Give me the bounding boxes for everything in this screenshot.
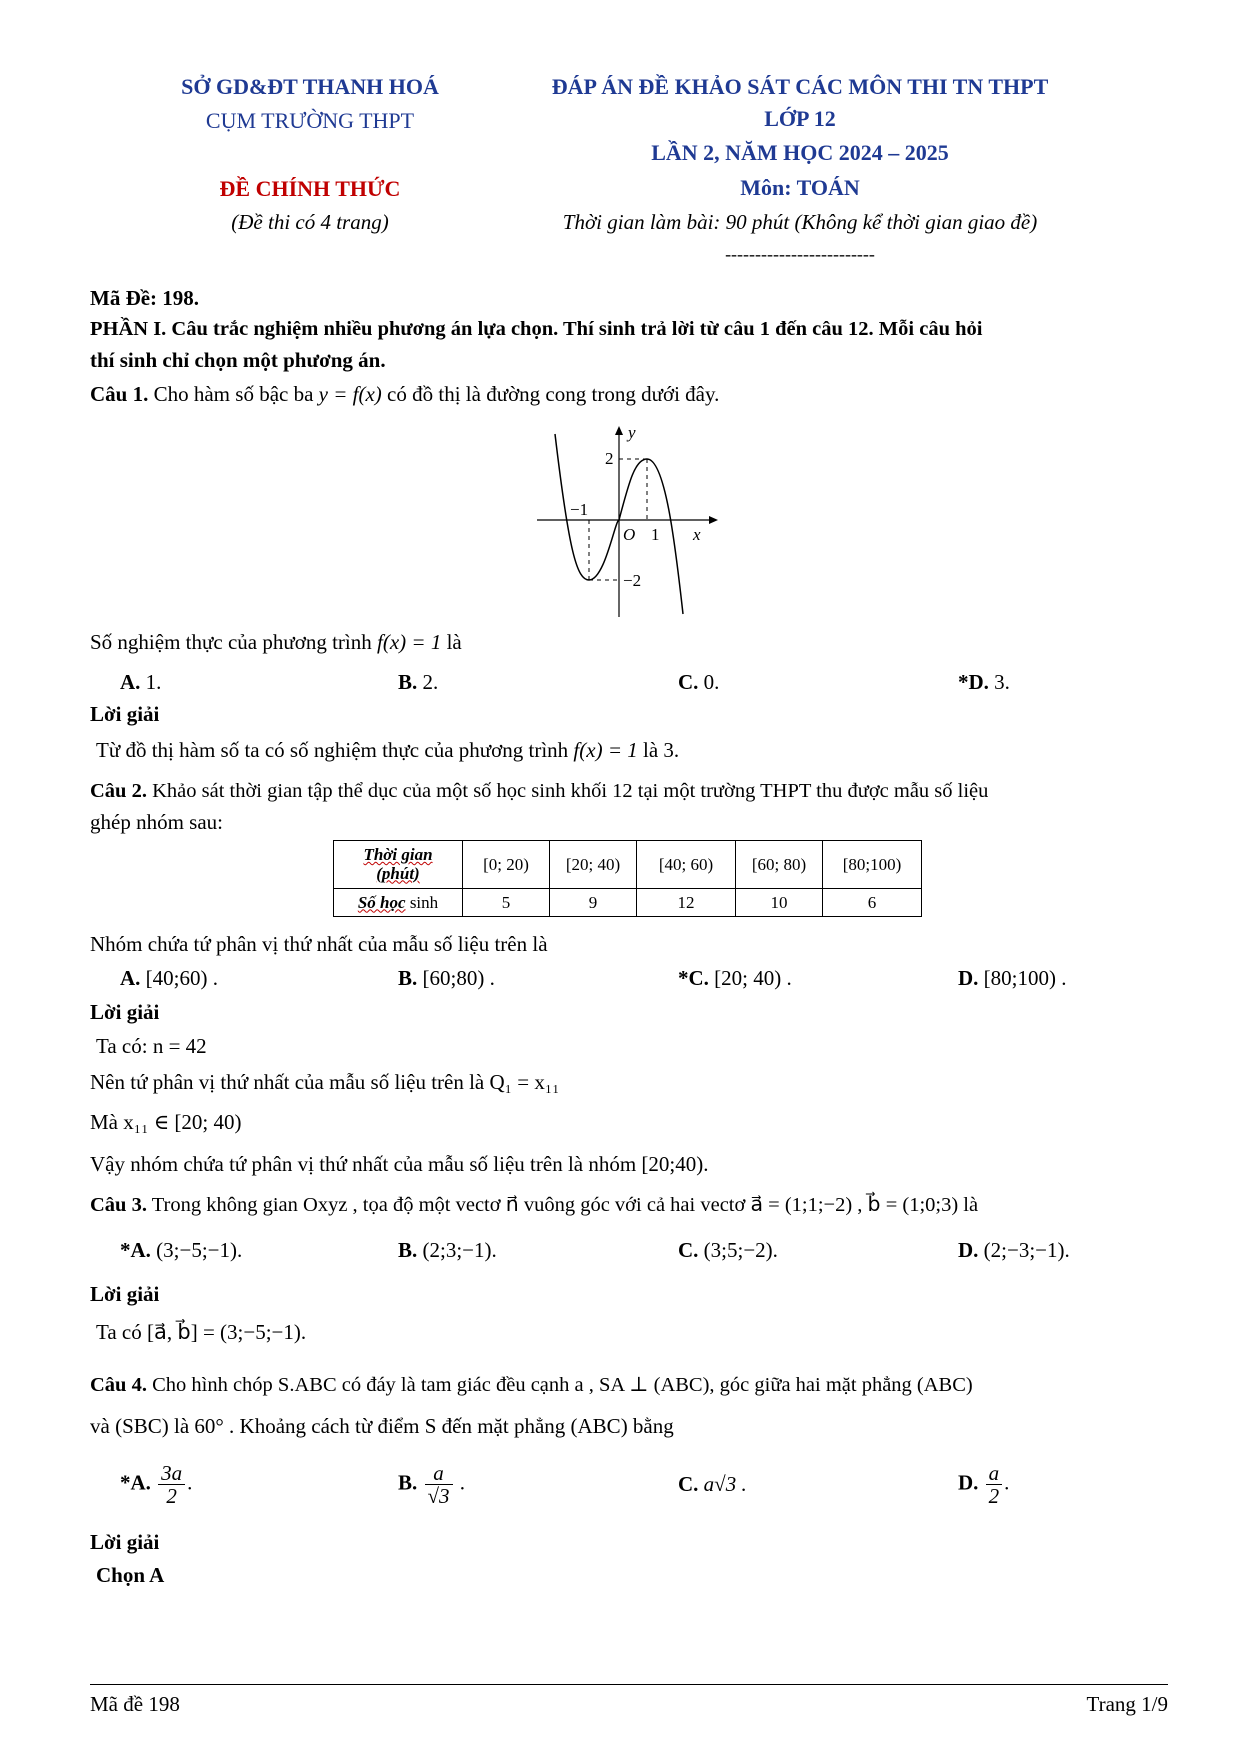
department-name: SỞ GD&ĐT THANH HOÁ xyxy=(181,74,439,99)
page-count-note: (Đề thi có 4 trang) xyxy=(231,210,389,234)
q2-option-d: D. [80;100) . xyxy=(958,966,1067,990)
q2-option-c: *C. [20; 40) . xyxy=(678,966,792,990)
tick-label-1: 1 xyxy=(651,525,660,544)
q4-option-c: C. a√3 . xyxy=(678,1472,747,1496)
table-header-cell: Số học sinh xyxy=(334,889,463,917)
question-4-stem-line1 xyxy=(90,1372,973,1397)
q3-option-c: C. (3;5;−2). xyxy=(678,1238,778,1262)
question-text: Cho hàm số bậc ba xyxy=(148,382,319,406)
question-4-stem-line2: và (SBC) là 60° . Khoảng cách từ điểm S đến mặt phẳng (ABC) bằng xyxy=(90,1414,674,1438)
exam-code: Mã Đề: 198. xyxy=(90,286,200,310)
q2-solution-line2: Nên tứ phân vị thứ nhất của mẫu số liệu trên là Q₁ = x₁₁ xyxy=(90,1070,560,1094)
question-1-prompt xyxy=(90,630,462,655)
table-cell: [0; 20) xyxy=(463,841,550,889)
table-cell: [40; 60) xyxy=(637,841,736,889)
q1-option-b: B. 2. xyxy=(398,670,439,694)
question-label: Câu 4. xyxy=(90,1374,147,1396)
q2-solution-line4: Vậy nhóm chứa tứ phân vị thứ nhất của mẫu số liệu trên là nhóm [20;40). xyxy=(90,1152,709,1176)
q3-option-b: B. (2;3;−1). xyxy=(398,1238,497,1262)
q2-option-a: A. [40;60) . xyxy=(120,966,218,990)
cubic-function-graph xyxy=(535,422,725,617)
origin-label: O xyxy=(623,525,636,544)
table-cell: [20; 40) xyxy=(550,841,637,889)
q3-solution-text: Ta có [a⃗, b⃗] = (3;−5;−1). xyxy=(96,1320,307,1344)
table-row xyxy=(334,889,922,917)
doc-title: ĐÁP ÁN ĐỀ KHẢO SÁT CÁC MÔN THI TN THPT xyxy=(551,74,1049,99)
question-text: có đồ thị là đường cong trong dưới đây. xyxy=(381,382,720,406)
q4-solution-text: Chọn A xyxy=(96,1563,165,1587)
q1-solution-heading: Lời giải xyxy=(90,702,160,726)
frequency-table-wrapper xyxy=(333,840,922,917)
math-expression: y = f(x) xyxy=(318,382,382,406)
question-1-stem xyxy=(90,382,719,407)
subject-label: Môn: TOÁN xyxy=(740,175,860,200)
official-label: ĐỀ CHÍNH THỨC xyxy=(219,176,401,201)
q4-option-d: D. $\frac{a}{2}$ . xyxy=(958,1461,1010,1509)
q1-option-a: A. 1. xyxy=(120,670,162,694)
q4-option-a: *A. $\frac{3a}{2}$ . xyxy=(120,1461,193,1509)
x-axis-arrow-icon xyxy=(709,516,718,524)
tick-label-2: 2 xyxy=(605,449,614,468)
q2-solution-line1: Ta có: n = 42 xyxy=(96,1034,207,1058)
table-row xyxy=(334,841,922,889)
grade-label: LỚP 12 xyxy=(764,106,836,131)
question-text: Số nghiệm thực của phương trình xyxy=(90,630,377,654)
table-cell: 12 xyxy=(637,889,736,917)
question-text: Cho hình chóp S.ABC có đáy là tam giác đều cạnh a , SA ⊥ (ABC), góc giữa hai mặt phẳng (ABC) xyxy=(146,1374,973,1396)
footer-divider xyxy=(90,1684,1168,1685)
q2-solution-line3: Mà x₁₁ ∈ [20; 40) xyxy=(90,1110,242,1134)
table-cell: [80;100) xyxy=(823,841,922,889)
q1-solution-text: Từ đồ thị hàm số ta có số nghiệm thực của phương trình f(x) = 1 là 3. xyxy=(96,738,680,762)
table-cell: 10 xyxy=(736,889,823,917)
school-cluster: CỤM TRƯỜNG THPT xyxy=(205,108,415,133)
q1-option-d: *D. 3. xyxy=(958,670,1010,694)
table-cell: 6 xyxy=(823,889,922,917)
q3-option-d: D. (2;−3;−1). xyxy=(958,1238,1070,1262)
header-divider: ------------------------- xyxy=(725,244,875,264)
part1-instructions-line2: thí sinh chỉ chọn một phương án. xyxy=(90,348,386,372)
question-text: Trong không gian Oxyz , tọa độ một vectơ n⃗ vuông góc với cả hai vectơ a⃗ = (1;1;−2) , b⃗ = (1;0;3) là xyxy=(146,1194,979,1216)
question-label: Câu 3. xyxy=(90,1194,147,1216)
y-axis-arrow-icon xyxy=(615,426,623,435)
q3-solution-heading: Lời giải xyxy=(90,1282,160,1306)
table-cell: [60; 80) xyxy=(736,841,823,889)
question-3-stem xyxy=(90,1192,978,1217)
math-expression: f(x) = 1 xyxy=(377,630,442,654)
table-cell: 5 xyxy=(463,889,550,917)
question-text: là xyxy=(441,630,462,654)
table-header-cell: Thời gian (phút) xyxy=(334,841,463,889)
q1-option-c: C. 0. xyxy=(678,670,720,694)
footer-exam-code: Mã đề 198 xyxy=(90,1692,180,1716)
question-label: Câu 1. xyxy=(90,382,149,406)
question-2-prompt: Nhóm chứa tứ phân vị thứ nhất của mẫu số liệu trên là xyxy=(90,932,548,956)
tick-label-minus-2: −2 xyxy=(623,571,642,590)
question-label: Câu 2. xyxy=(90,780,147,802)
y-axis-label: y xyxy=(628,423,636,442)
question-2-stem-line1 xyxy=(90,780,988,803)
tick-label-minus-1: −1 xyxy=(570,500,589,519)
session-label: LẦN 2, NĂM HỌC 2024 – 2025 xyxy=(651,140,949,165)
question-text: Khảo sát thời gian tập thể dục của một số học sinh khối 12 tại một trường THPT thu được mẫu số liệu xyxy=(146,780,989,802)
q4-solution-heading: Lời giải xyxy=(90,1530,160,1554)
footer-page-number: Trang 1/9 xyxy=(1086,1692,1168,1716)
q3-option-a: *A. (3;−5;−1). xyxy=(120,1238,243,1262)
question-2-stem-line2: ghép nhóm sau: xyxy=(90,810,223,834)
frequency-table xyxy=(333,840,922,917)
q2-solution-heading: Lời giải xyxy=(90,1000,160,1024)
time-note: Thời gian làm bài: 90 phút (Không kể thời gian giao đề) xyxy=(562,210,1038,234)
part1-instructions-line1: PHẦN I. Câu trắc nghiệm nhiều phương án lựa chọn. Thí sinh trả lời từ câu 1 đến câu 12. Mỗi câu hỏi xyxy=(90,318,983,340)
q4-option-b: B. $\frac{a}{√3}$ . xyxy=(398,1461,466,1509)
table-cell: 9 xyxy=(550,889,637,917)
x-axis-label: x xyxy=(693,525,701,544)
q2-option-b: B. [60;80) . xyxy=(398,966,495,990)
